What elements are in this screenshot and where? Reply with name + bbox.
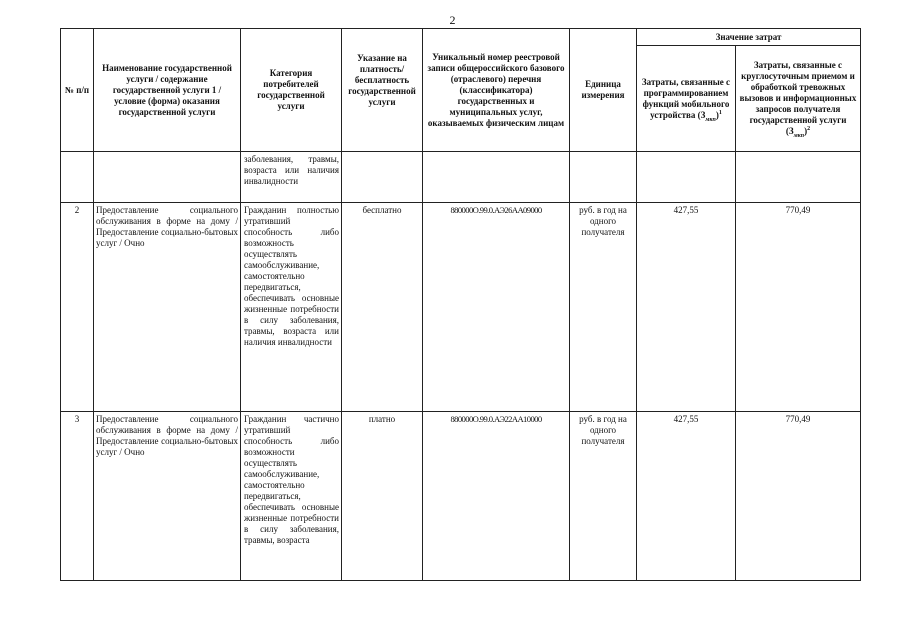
cell-unit: руб. в год на одного получателя	[570, 203, 637, 412]
header-num: № п/п	[61, 29, 94, 152]
cell-num	[61, 152, 94, 203]
table-row-continuation	[61, 152, 861, 203]
header-cost-mobile-footnote: 1	[718, 109, 722, 116]
header-payment-text: Указание на платность/ бесплатность государственной услуги	[348, 53, 416, 107]
page-number: 2	[449, 13, 456, 27]
header-cost-alarm	[736, 46, 861, 152]
header-cost-mobile-text: Затраты, связанные с программированием функций мобильного устройства (З	[641, 76, 731, 120]
cell-cost-alarm	[736, 152, 861, 203]
header-consumer-category: Категория потребителей государственной услуги	[241, 29, 342, 152]
cell-name: Предоставление социального обслуживания в форме на дому / Предоставление социально-бытовых услуг / Очно	[94, 412, 241, 581]
header-payment	[342, 29, 423, 152]
header-row-top	[61, 29, 861, 46]
cell-category: заболевания, травмы, возраста или наличия инвалидности	[241, 152, 342, 203]
header-registry-number: Уникальный номер реестровой записи общероссийского базового (отраслевого) перечня (классификатора) государственных и муниципальных услуг, оказываемых физическим лицам	[423, 29, 570, 152]
cell-payment	[342, 152, 423, 203]
cell-unit: руб. в год на одного получателя	[570, 412, 637, 581]
header-cost-mobile	[637, 46, 736, 152]
table-row	[61, 203, 861, 412]
cell-cost-alarm: 770,49	[736, 203, 861, 412]
cell-registry: 880000О.99.0.АЭ26АА09000	[423, 203, 570, 412]
header-cost-mobile-close: )	[715, 109, 719, 120]
header-cost-mobile-sub: мкп	[705, 116, 716, 123]
cell-payment: бесплатно	[342, 203, 423, 412]
cell-cost-mobile: 427,55	[637, 412, 736, 581]
cell-category: Гражданин частично утративший способность либо возможности осуществлять самообслуживание, самостоятельно передвигаться, обеспечивать основные жизненные потребности в силу заболевания, травмы, возраста	[241, 412, 342, 581]
header-cost-alarm-text: Затраты, связанные с круглосуточным приемом и обработкой тревожных вызовов и информационных запросов получателя государственной услуги (З	[739, 60, 857, 136]
header-unit: Единица измерения	[570, 29, 637, 152]
cell-num: 2	[61, 203, 94, 412]
cell-num: 3	[61, 412, 94, 581]
cell-category: Гражданин полностью утративший способность либо возможность осуществлять самообслуживание, самостоятельно передвигаться, обеспечивать основные жизненные потребности в силу заболевания, травмы, возраста или наличия инвалидности	[241, 203, 342, 412]
cell-cost-alarm: 770,49	[736, 412, 861, 581]
header-cost-alarm-footnote: 2	[807, 126, 811, 132]
cell-registry	[423, 152, 570, 203]
header-cost-alarm-sub: мкп	[793, 132, 805, 139]
header-cost-alarm-close: )	[804, 126, 808, 136]
header-service-name: Наименование государственной услуги / содержание государственной услуги 1 / условие (форма) оказания государственной услуги	[94, 29, 241, 152]
cell-name: Предоставление социального обслуживания в форме на дому / Предоставление социально-бытовых услуг / Очно	[94, 203, 241, 412]
cell-payment: платно	[342, 412, 423, 581]
cell-name	[94, 152, 241, 203]
cell-unit	[570, 152, 637, 203]
cell-registry: 880000О.99.0.АЭ22АА10000	[423, 412, 570, 581]
cell-cost-mobile: 427,55	[637, 203, 736, 412]
header-cost-group: Значение затрат	[637, 29, 861, 46]
costs-table	[60, 28, 861, 581]
cell-cost-mobile	[637, 152, 736, 203]
table-row	[61, 412, 861, 581]
